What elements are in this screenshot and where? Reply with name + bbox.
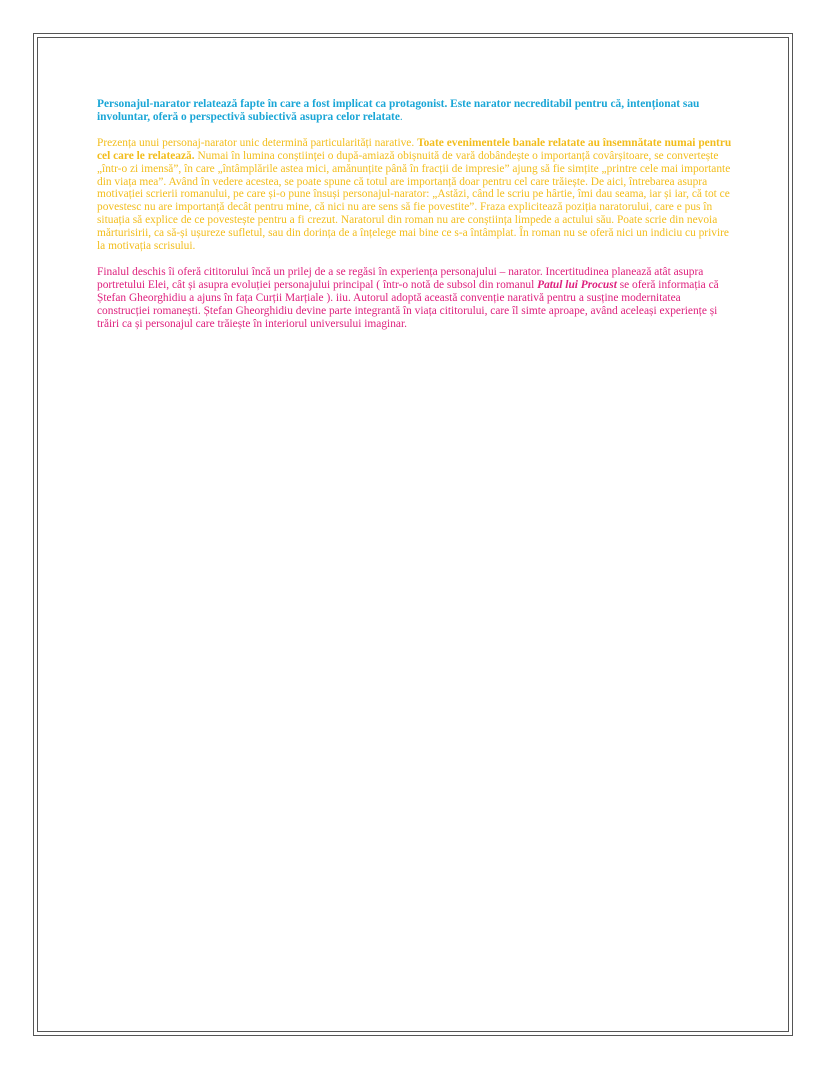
paragraph-3-intro-text: Finalul deschis îi oferă cititorului încă un prilej de a se regăsi în experiența personajului – narator. Incertitudinea planează atât asupra portretului Elei, cât și asupra evoluției personajului principal ( într-o notă de subsol din romanul: [97, 265, 704, 291]
paragraph-2-bold-text: Toate evenimentele banale relatate au însemnătate numai pentru cel care le relatează.: [97, 136, 732, 162]
paragraph-2-intro-text: Prezența unui personaj-narator unic determină particularități narative.: [97, 136, 418, 149]
paragraph-3-body-text: se oferă informația că Ștefan Gheorghidiu a ajuns în fața Curții Marțiale ). iiu. Autorul adoptă această convenție narativă pentru a susține modernitatea construcției romanești. Ștefan Gheorghidiu devine parte integrantă în viața cititorului, care îl simte aproape, având aceleași experiențe și trăiri ca și personajul care trăiește în interiorul universului imaginar.: [97, 278, 719, 330]
paragraph-3-book-title: Patul lui Procust: [537, 278, 617, 291]
document-body: [97, 98, 733, 344]
paragraph-narator-necreditabil: [97, 98, 733, 124]
paragraph-2-body-text: Numai în lumina conștiinței o după-amiază obișnuită de vară dobândește o importanță covârșitoare, se convertește „într-o zi imensă”, în care „întâmplările astea mici, amănunțite până în fracții de impresie” ajung să fie simțite „printre cele mai importante din viața mea”. Având în vedere acestea, se poate spune că totul are importanță doar pentru cel care trăiește. De aici, întrebarea asupra motivației scrierii romanului, pe care și-o pune însuși personajul-narator: „Astăzi, când le scriu pe hârtie, îmi dau seama, iar și iar, că tot ce povestesc nu are importanță decât pentru mine, că nici nu are sens să fie povestite”. Fraza explicitează poziția naratorului, care e pus în situația să explice de ce povestește pentru a fi crezut. Naratorul din roman nu are conștiința limpede a actului său. Poate scrie din nevoia mărturisirii, ca să-și ușureze sufletul, sau din dorința de a înțelege mai bine ce s-a întâmplat. În roman nu se oferă nici un indiciu cu privire la motivația scrisului.: [97, 149, 731, 253]
paragraph-1-bold-text: Personajul-narator relatează fapte în care a fost implicat ca protagonist. Este narator necreditabil pentru că, intenționat sau involuntar, oferă o perspectivă subiectivă asupra celor relatate: [97, 98, 700, 123]
paragraph-1-period: .: [399, 110, 403, 123]
paragraph-particularitati-narative: [97, 137, 733, 253]
paragraph-final-deschis: [97, 266, 733, 331]
